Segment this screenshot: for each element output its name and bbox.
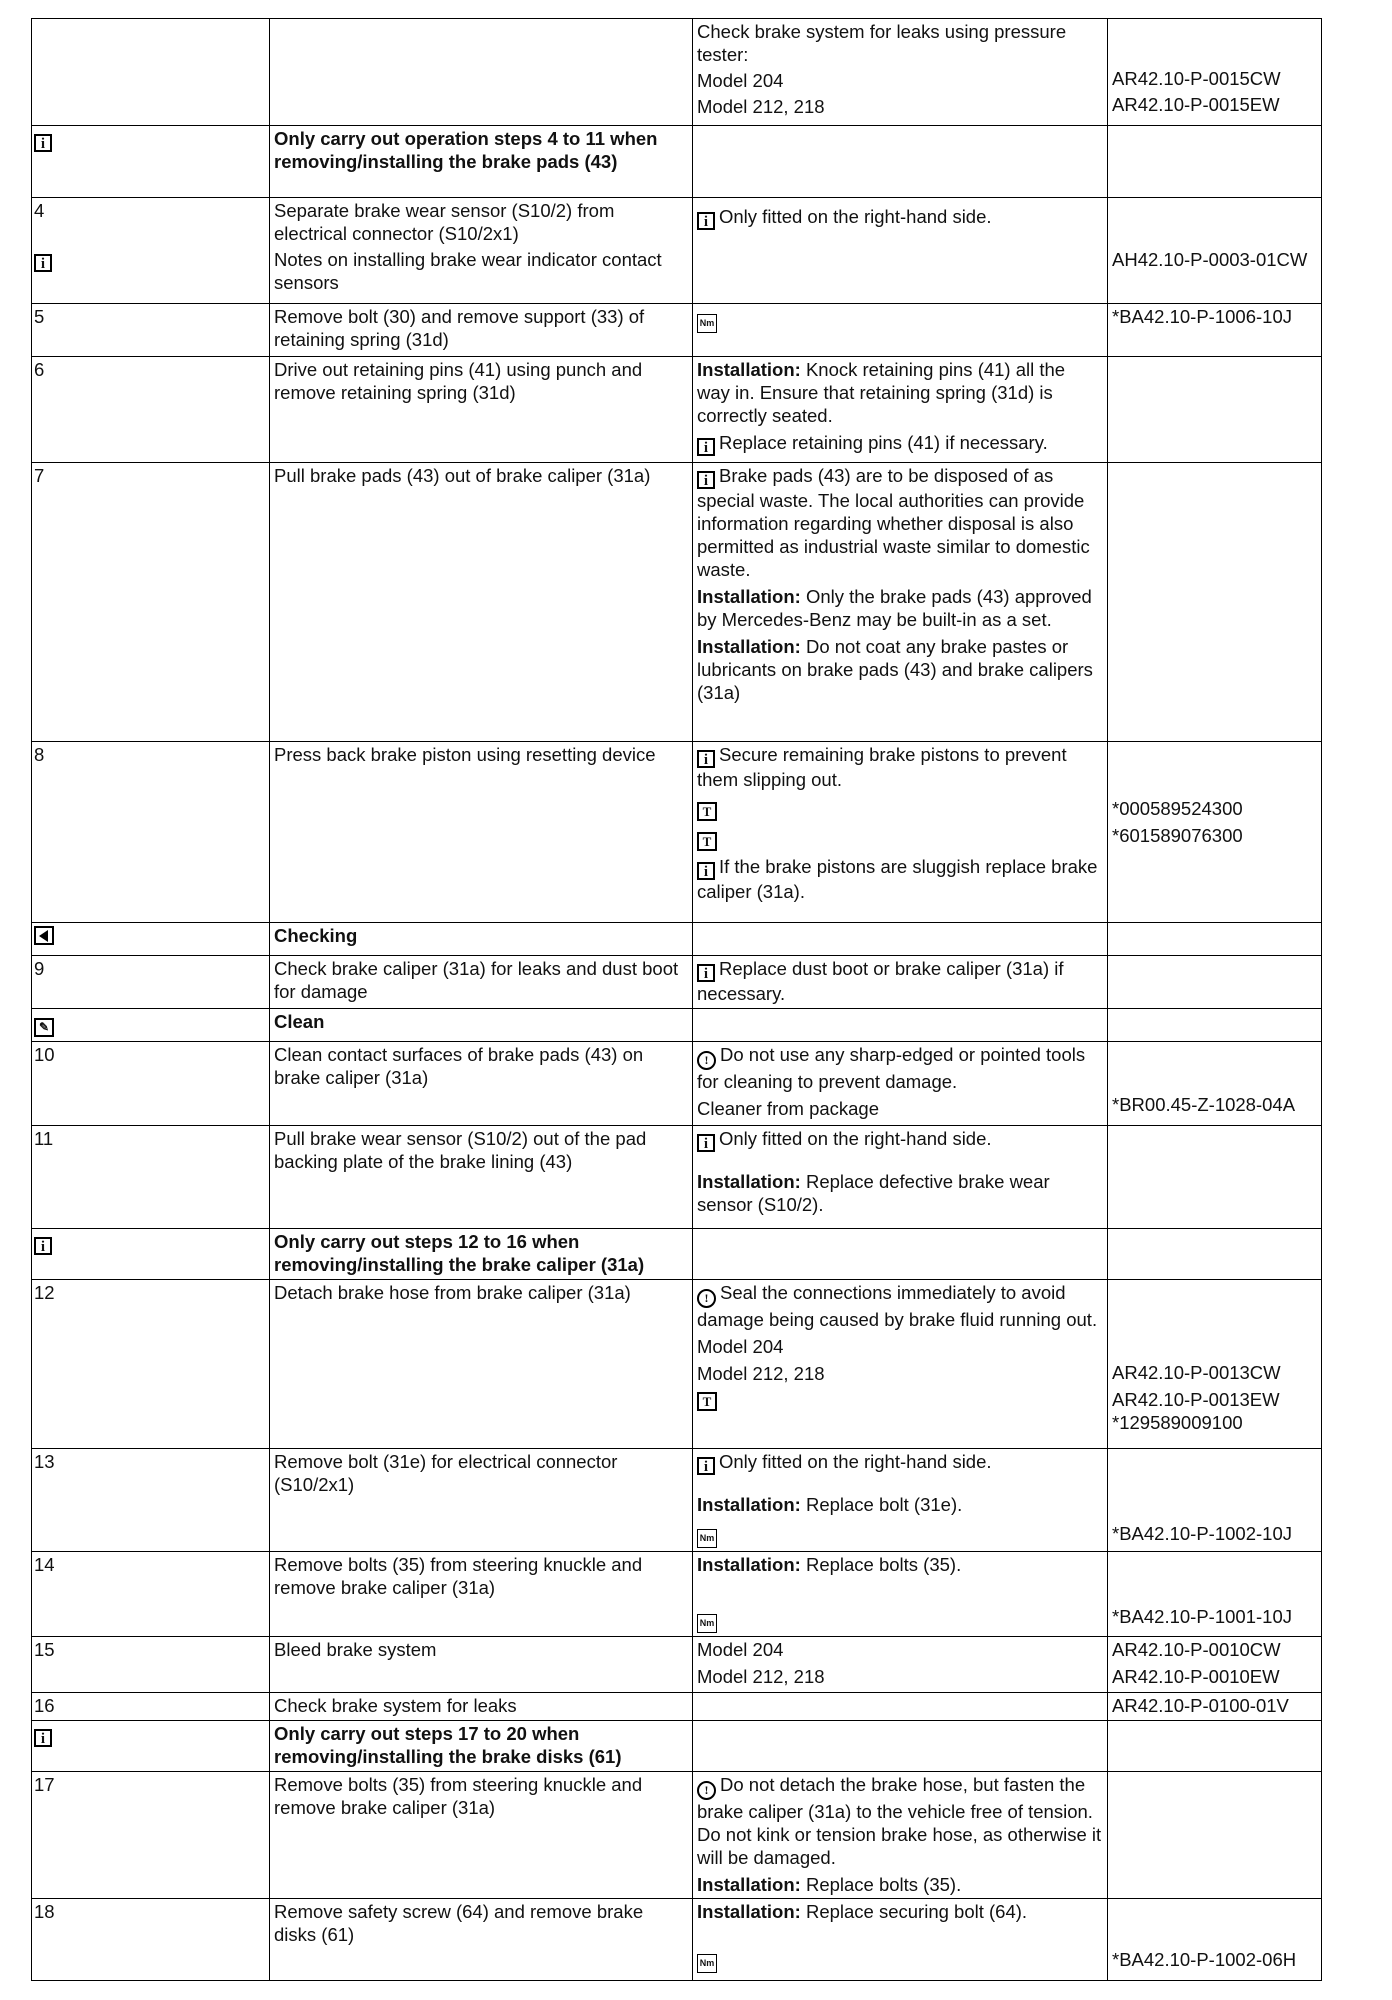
model-label: Model 212, 218 [697, 1666, 825, 1687]
procedure-table [31, 18, 1322, 1981]
installation-label: Installation: [697, 1494, 801, 1515]
table-row [32, 1899, 1322, 1981]
table-row [32, 1637, 1322, 1693]
tool-number[interactable]: *601589076300 [1112, 825, 1243, 846]
step-number: 5 [32, 304, 270, 357]
document-reference[interactable]: *BA42.10-P-1002-10J [1112, 1523, 1292, 1544]
document-reference[interactable]: AR42.10-P-0015EW [1112, 94, 1280, 115]
step-note: Do not coat any brake pastes or lubricants on brake pads (43) and brake calipers (31a) [697, 636, 1093, 703]
torque-icon: Nm [697, 1529, 717, 1548]
step-note: Replace bolts (35). [805, 1554, 962, 1575]
document-reference[interactable]: *BA42.10-P-1006-10J [1112, 306, 1292, 327]
step-note: Seal the connections immediately to avoid damage being caused by brake fluid running out. [697, 1282, 1098, 1330]
document-reference[interactable]: *BR00.45-Z-1028-04A [1112, 1094, 1296, 1115]
table-row [32, 1772, 1322, 1899]
warning-icon: ! [697, 1289, 716, 1308]
step-description: Drive out retaining pins (41) using punch and remove retaining spring (31d) [270, 357, 693, 463]
step-note: Brake pads (43) are to be disposed of as special waste. The local authorities can provide information regarding whether disposal is also permitted as industrial waste similar to domestic waste. [697, 465, 1090, 580]
step-number: 7 [32, 463, 270, 742]
step-description: Pull brake pads (43) out of brake caliper (31a) [270, 463, 693, 742]
installation-label: Installation: [697, 586, 801, 607]
document-reference[interactable]: *BA42.10-P-1002-06H [1112, 1949, 1297, 1970]
step-number: 11 [32, 1126, 270, 1229]
info-icon [697, 862, 715, 880]
table-row [32, 1126, 1322, 1229]
table-row [32, 126, 1322, 198]
step-note: Knock retaining pins (41) all the way in. Ensure that retaining spring (31d) is correctly seated. [697, 359, 1066, 426]
step-number: 6 [32, 357, 270, 463]
info-icon [34, 1237, 52, 1255]
info-icon [34, 254, 52, 272]
step-description: Check brake caliper (31a) for leaks and dust boot for damage [270, 956, 693, 1009]
table-row [32, 1009, 1322, 1042]
step-number: 13 [32, 1449, 270, 1552]
step-number: 16 [32, 1693, 270, 1721]
step-note: If the brake pistons are sluggish replace brake caliper (31a). [697, 856, 1098, 902]
model-label: Model 212, 218 [697, 96, 825, 117]
step-number: 14 [32, 1552, 270, 1637]
step-number: 10 [32, 1042, 270, 1126]
table-row [32, 304, 1322, 357]
step-description: Remove bolts (35) from steering knuckle and remove brake caliper (31a) [270, 1552, 693, 1637]
document-reference[interactable]: AH42.10-P-0003-01CW [1112, 249, 1308, 270]
document-reference[interactable]: AR42.10-P-0013EW [1112, 1389, 1280, 1410]
table-row [32, 1721, 1322, 1772]
warning-icon: ! [697, 1051, 716, 1070]
table-row [32, 463, 1322, 742]
installation-label: Installation: [697, 1901, 801, 1922]
section-note: Only carry out steps 12 to 16 when removing/installing the brake caliper (31a) [270, 1229, 693, 1280]
table-row [32, 1229, 1322, 1280]
step-note: Do not detach the brake hose, but fasten the brake caliper (31a) to the vehicle free of tension. Do not kink or tension brake hose, as otherwise it will be damaged. [697, 1774, 1102, 1868]
info-icon [697, 438, 715, 456]
section-heading: Checking [270, 923, 693, 956]
step-number: 18 [32, 1899, 270, 1981]
info-icon [697, 1134, 715, 1152]
special-tool-icon: T [697, 802, 717, 821]
installation-label: Installation: [697, 636, 801, 657]
info-icon [697, 964, 715, 982]
tool-number[interactable]: *000589524300 [1112, 798, 1243, 819]
document-reference[interactable]: AR42.10-P-0010CW [1112, 1639, 1281, 1660]
step-note: Secure remaining brake pistons to prevent them slipping out. [697, 744, 1067, 790]
step-description: Remove safety screw (64) and remove brake disks (61) [270, 1899, 693, 1981]
table-row [32, 742, 1322, 923]
document-reference[interactable]: AR42.10-P-0013CW [1112, 1362, 1281, 1383]
step-note: Replace bolts (35). [805, 1874, 962, 1895]
info-icon [34, 1729, 52, 1747]
model-label: Model 204 [697, 70, 784, 91]
step-note: Only the brake pads (43) approved by Mercedes-Benz may be built-in as a set. [697, 586, 1092, 630]
step-note: Only fitted on the right-hand side. [719, 1451, 992, 1472]
special-tool-icon: T [697, 1392, 717, 1411]
document-reference[interactable]: AR42.10-P-0010EW [1112, 1666, 1280, 1687]
torque-icon: Nm [697, 314, 717, 333]
step-description: Remove bolt (30) and remove support (33) of retaining spring (31d) [270, 304, 693, 357]
installation-label: Installation: [697, 359, 801, 380]
step-note: Only fitted on the right-hand side. [719, 1128, 992, 1149]
table-row [32, 198, 1322, 304]
step-description: Pull brake wear sensor (S10/2) out of the pad backing plate of the brake lining (43) [270, 1126, 693, 1229]
model-label: Model 204 [697, 1336, 784, 1357]
model-label: Model 212, 218 [697, 1363, 825, 1384]
info-icon [697, 212, 715, 230]
section-note: Only carry out steps 17 to 20 when removing/installing the brake disks (61) [270, 1721, 693, 1772]
info-icon [34, 134, 52, 152]
table-row [32, 923, 1322, 956]
step-note: Notes on installing brake wear indicator contact sensors [274, 249, 662, 293]
repair-instructions-page [31, 18, 1321, 1981]
info-icon [697, 1457, 715, 1475]
step-note: Do not use any sharp-edged or pointed tools for cleaning to prevent damage. [697, 1044, 1086, 1092]
step-description: Separate brake wear sensor (S10/2) from electrical connector (S10/2x1) [274, 200, 615, 244]
tool-number[interactable]: *129589009100 [1112, 1412, 1243, 1433]
step-description: Bleed brake system [270, 1637, 693, 1693]
step-description: Press back brake piston using resetting device [270, 742, 693, 923]
document-reference[interactable]: AR42.10-P-0100-01V [1112, 1695, 1289, 1716]
step-note: Replace dust boot or brake caliper (31a) if necessary. [697, 958, 1064, 1004]
step-description: Clean contact surfaces of brake pads (43) on brake caliper (31a) [270, 1042, 693, 1126]
step-note: Replace retaining pins (41) if necessary. [719, 432, 1048, 453]
step-description: Remove bolts (35) from steering knuckle and remove brake caliper (31a) [270, 1772, 693, 1899]
step-description: Detach brake hose from brake caliper (31a) [270, 1280, 693, 1449]
section-note: Only carry out operation steps 4 to 11 when removing/installing the brake pads (43) [270, 126, 693, 198]
clean-icon: ✎ [34, 1018, 54, 1037]
step-number: 15 [32, 1637, 270, 1693]
info-icon [697, 750, 715, 768]
table-row [32, 1280, 1322, 1449]
table-row [32, 19, 1322, 126]
installation-label: Installation: [697, 1171, 801, 1192]
warning-icon: ! [697, 1781, 716, 1800]
info-icon [697, 471, 715, 489]
document-reference[interactable]: AR42.10-P-0015CW [1112, 68, 1281, 89]
step-number: 12 [32, 1280, 270, 1449]
step-note: Check brake system for leaks using pressure tester: [697, 21, 1067, 65]
table-row [32, 1693, 1322, 1721]
table-row [32, 956, 1322, 1009]
installation-label: Installation: [697, 1554, 801, 1575]
step-note: Replace bolt (31e). [805, 1494, 963, 1515]
table-row [32, 1449, 1322, 1552]
step-note: Replace securing bolt (64). [805, 1901, 1028, 1922]
table-row [32, 1042, 1322, 1126]
torque-icon: Nm [697, 1954, 717, 1973]
step-number: 4 [34, 200, 45, 221]
consumable-label: Cleaner from package [697, 1098, 880, 1119]
step-number: 9 [32, 956, 270, 1009]
special-tool-icon: T [697, 832, 717, 851]
step-note: Replace defective brake wear sensor (S10/2). [697, 1171, 1050, 1215]
document-reference[interactable]: *BA42.10-P-1001-10J [1112, 1606, 1292, 1627]
torque-icon: Nm [697, 1614, 717, 1633]
step-description: Check brake system for leaks [270, 1693, 693, 1721]
step-number: 8 [32, 742, 270, 923]
installation-label: Installation: [697, 1874, 801, 1895]
model-label: Model 204 [697, 1639, 784, 1660]
checking-icon [34, 926, 54, 945]
table-row [32, 357, 1322, 463]
step-number: 17 [32, 1772, 270, 1899]
step-note: Only fitted on the right-hand side. [719, 206, 992, 227]
step-description: Remove bolt (31e) for electrical connector (S10/2x1) [270, 1449, 693, 1552]
table-row [32, 1552, 1322, 1637]
section-heading: Clean [270, 1009, 693, 1042]
